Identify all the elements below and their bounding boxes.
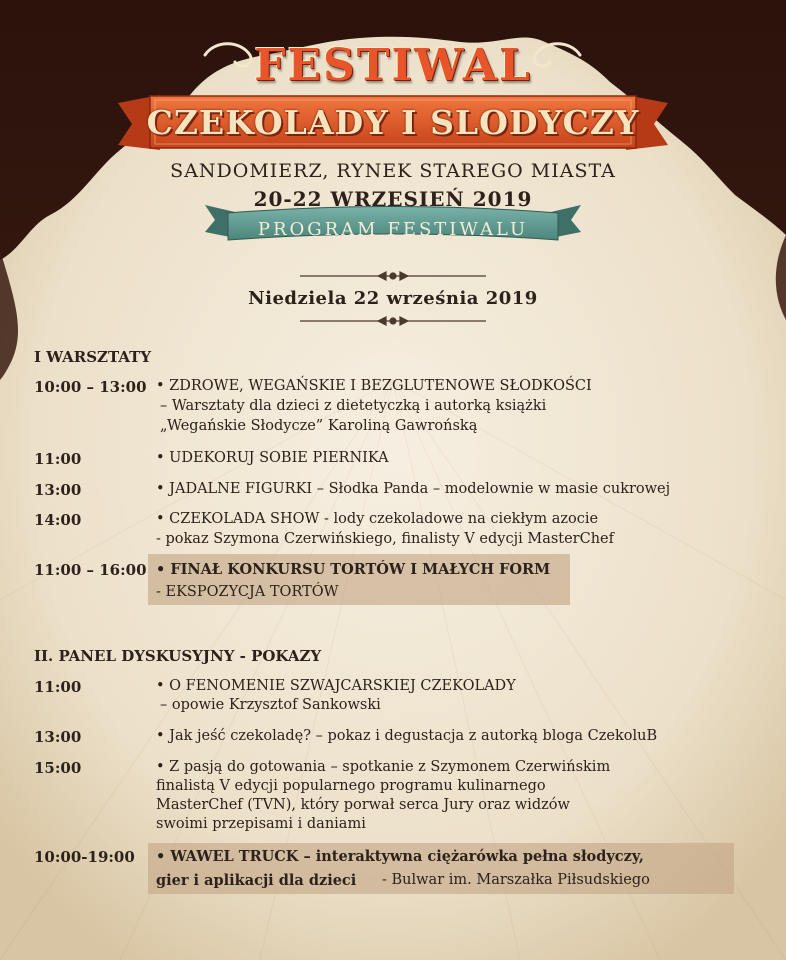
event-time: 11:00 – 16:00	[34, 561, 147, 579]
event-time: 10:00-19:00	[34, 848, 135, 866]
section-heading-warsztaty: I WARSZTATY	[34, 348, 152, 366]
event-time: 13:00	[34, 728, 82, 746]
event-line: • Z pasją do gotowania – spotkanie z Szymonem Czerwińskim	[156, 759, 611, 775]
event-line: – Warsztaty dla dzieci z dietetyczką i autorką książki	[160, 398, 547, 414]
event-line: - Bulwar im. Marszałka Piłsudskiego	[382, 872, 650, 888]
location-text: SANDOMIERZ, RYNEK STAREGO MIASTA	[170, 160, 616, 182]
event-line-highlight: • WAWEL TRUCK – interaktywna ciężarówka pełna słodyczy,	[156, 848, 644, 865]
event-line: • O FENOMENIE SZWAJCARSKIEJ CZEKOLADY	[156, 678, 516, 694]
day-heading: Niedziela 22 września 2019	[248, 288, 538, 309]
event-line: - EKSPOZYCJA TORTÓW	[156, 584, 339, 600]
event-time: 15:00	[34, 759, 82, 777]
event-line: MasterChef (TVN), który porwał serca Jury oraz widzów	[156, 797, 570, 813]
event-line: - pokaz Szymona Czerwińskiego, finalisty V edycji MasterChef	[156, 531, 614, 547]
event-time: 13:00	[34, 481, 82, 499]
event-line: • CZEKOLADA SHOW - lody czekoladowe na ciekłym azocie	[156, 511, 599, 527]
title-festiwal: FESTIWAL	[254, 40, 532, 91]
event-line: • JADALNE FIGURKI – Słodka Panda – modelownie w masie cukrowej	[156, 481, 671, 497]
event-line-highlight: • FINAŁ KONKURSU TORTÓW I MAŁYCH FORM	[156, 561, 551, 578]
program-label: PROGRAM FESTIWALU	[257, 219, 529, 240]
dates-text: 20-22 WRZESIEŃ 2019	[253, 187, 533, 211]
event-line: finalistą V edycji popularnego programu kulinarnego	[156, 778, 546, 794]
event-line: • ZDROWE, WEGAŃSKIE I BEZGLUTENOWE SŁODKOŚCI	[156, 378, 592, 394]
event-line: swoimi przepisami i daniami	[156, 816, 366, 832]
event-time: 11:00	[34, 450, 82, 468]
title-czekolady: CZEKOLADY I SLODYCZY	[146, 103, 640, 142]
event-time: 14:00	[34, 511, 82, 529]
event-line-highlight: gier i aplikacji dla dzieci	[156, 872, 357, 889]
event-line: – opowie Krzysztof Sankowski	[160, 697, 381, 713]
event-line: • UDEKORUJ SOBIE PIERNIKA	[156, 450, 389, 466]
event-time: 11:00	[34, 678, 82, 696]
event-time: 10:00 – 13:00	[34, 378, 147, 396]
event-line: „Wegańskie Słodycze” Karoliną Gawrońską	[160, 418, 478, 434]
event-line: • Jak jeść czekoladę? – pokaz i degustacja z autorką bloga CzekoluB	[156, 728, 658, 744]
section-heading-panel: II. PANEL DYSKUSYJNY - POKAZY	[34, 647, 322, 665]
